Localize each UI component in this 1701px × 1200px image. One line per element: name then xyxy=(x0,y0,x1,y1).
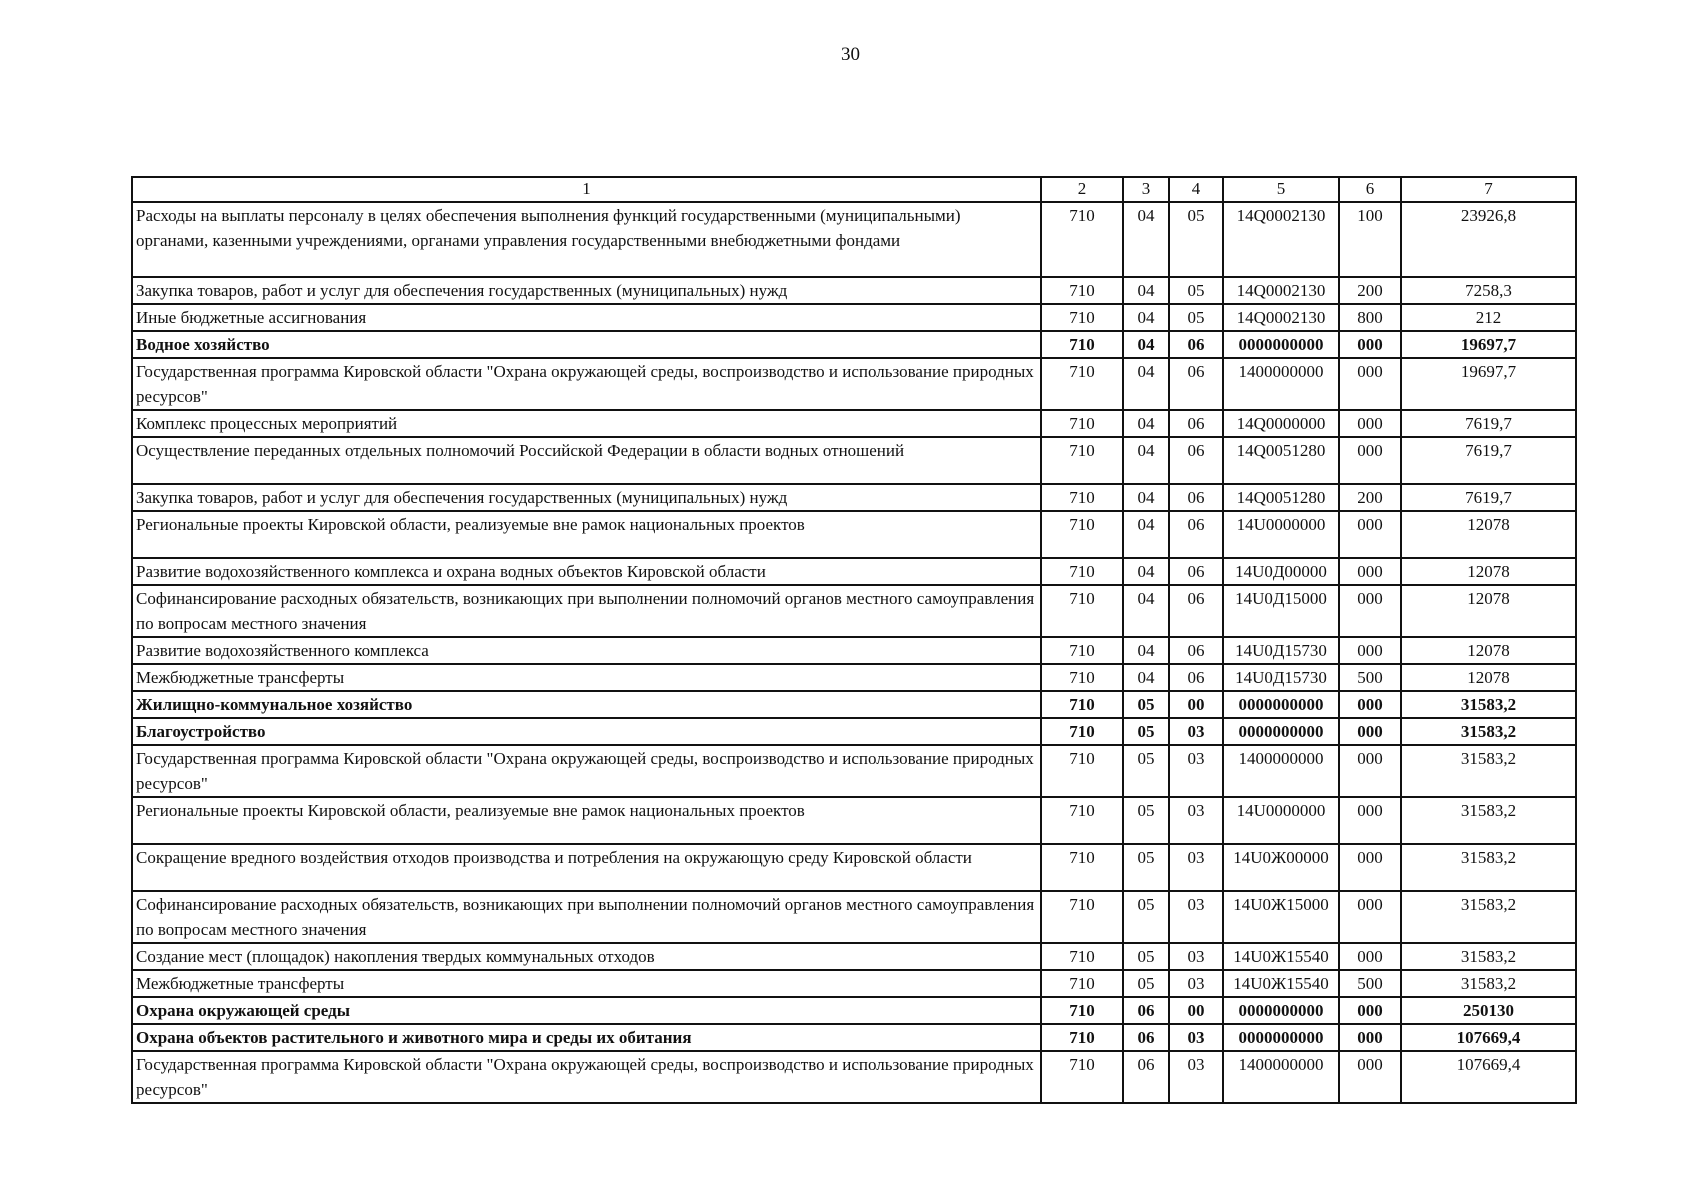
row-name: Жилищно-коммунальное хозяйство xyxy=(132,691,1041,718)
row-cell-5: 14Q0051280 xyxy=(1223,437,1339,484)
row-cell-7: 7619,7 xyxy=(1401,410,1576,437)
table-row xyxy=(132,358,1576,410)
row-cell-3: 04 xyxy=(1123,664,1169,691)
row-cell-5: 14U0Ж15540 xyxy=(1223,943,1339,970)
row-cell-7: 12078 xyxy=(1401,585,1576,637)
row-cell-2: 710 xyxy=(1041,484,1123,511)
row-cell-6: 000 xyxy=(1339,691,1401,718)
row-cell-3: 04 xyxy=(1123,331,1169,358)
table-row xyxy=(132,277,1576,304)
row-cell-3: 05 xyxy=(1123,691,1169,718)
table-row xyxy=(132,558,1576,585)
row-name: Создание мест (площадок) накопления твердых коммунальных отходов xyxy=(132,943,1041,970)
row-name: Охрана окружающей среды xyxy=(132,997,1041,1024)
row-cell-5: 14Q0002130 xyxy=(1223,304,1339,331)
row-cell-6: 000 xyxy=(1339,745,1401,797)
row-name: Благоустройство xyxy=(132,718,1041,745)
row-cell-3: 05 xyxy=(1123,970,1169,997)
row-name: Государственная программа Кировской области "Охрана окружающей среды, воспроизводство и использование природных ресурсов" xyxy=(132,358,1041,410)
row-name: Закупка товаров, работ и услуг для обеспечения государственных (муниципальных) нужд xyxy=(132,484,1041,511)
row-cell-3: 05 xyxy=(1123,718,1169,745)
row-cell-6: 000 xyxy=(1339,511,1401,558)
table-row xyxy=(132,891,1576,943)
row-cell-6: 200 xyxy=(1339,484,1401,511)
row-cell-3: 04 xyxy=(1123,511,1169,558)
row-cell-5: 14U0Д15000 xyxy=(1223,585,1339,637)
table-row xyxy=(132,691,1576,718)
row-cell-4: 06 xyxy=(1169,331,1223,358)
row-cell-4: 06 xyxy=(1169,437,1223,484)
budget-table xyxy=(131,176,1577,1104)
row-cell-7: 12078 xyxy=(1401,511,1576,558)
row-cell-5: 14Q0002130 xyxy=(1223,277,1339,304)
row-name: Государственная программа Кировской области "Охрана окружающей среды, воспроизводство и использование природных ресурсов" xyxy=(132,1051,1041,1103)
row-cell-3: 04 xyxy=(1123,304,1169,331)
row-cell-4: 05 xyxy=(1169,304,1223,331)
row-name: Межбюджетные трансферты xyxy=(132,970,1041,997)
row-cell-7: 31583,2 xyxy=(1401,691,1576,718)
table-row xyxy=(132,637,1576,664)
row-cell-4: 06 xyxy=(1169,511,1223,558)
row-cell-4: 03 xyxy=(1169,1024,1223,1051)
row-cell-6: 500 xyxy=(1339,970,1401,997)
row-cell-5: 14U0Ж00000 xyxy=(1223,844,1339,891)
row-name: Комплекс процессных мероприятий xyxy=(132,410,1041,437)
row-cell-2: 710 xyxy=(1041,331,1123,358)
column-header: 3 xyxy=(1123,177,1169,202)
row-cell-3: 04 xyxy=(1123,358,1169,410)
row-cell-3: 05 xyxy=(1123,745,1169,797)
row-cell-6: 000 xyxy=(1339,558,1401,585)
row-name: Расходы на выплаты персоналу в целях обеспечения выполнения функций государственными (муниципальными) органами, казенными учреждениями, органами управления государственными внебюджетными фондами xyxy=(132,202,1041,277)
row-name: Сокращение вредного воздействия отходов производства и потребления на окружающую среду Кировской области xyxy=(132,844,1041,891)
row-cell-6: 000 xyxy=(1339,891,1401,943)
row-cell-2: 710 xyxy=(1041,970,1123,997)
table-row xyxy=(132,437,1576,484)
row-cell-3: 06 xyxy=(1123,1024,1169,1051)
row-cell-2: 710 xyxy=(1041,1051,1123,1103)
row-cell-2: 710 xyxy=(1041,1024,1123,1051)
row-cell-2: 710 xyxy=(1041,745,1123,797)
row-cell-4: 06 xyxy=(1169,664,1223,691)
row-cell-3: 04 xyxy=(1123,437,1169,484)
table-row xyxy=(132,511,1576,558)
column-header: 4 xyxy=(1169,177,1223,202)
row-cell-2: 710 xyxy=(1041,558,1123,585)
table-row xyxy=(132,943,1576,970)
table-row xyxy=(132,664,1576,691)
row-cell-6: 000 xyxy=(1339,410,1401,437)
row-cell-2: 710 xyxy=(1041,997,1123,1024)
row-cell-7: 7258,3 xyxy=(1401,277,1576,304)
row-cell-2: 710 xyxy=(1041,718,1123,745)
table-header-row xyxy=(132,177,1576,202)
row-cell-6: 000 xyxy=(1339,637,1401,664)
row-cell-3: 04 xyxy=(1123,410,1169,437)
row-cell-4: 03 xyxy=(1169,970,1223,997)
row-cell-3: 04 xyxy=(1123,585,1169,637)
row-cell-4: 06 xyxy=(1169,410,1223,437)
row-cell-7: 31583,2 xyxy=(1401,718,1576,745)
row-cell-7: 107669,4 xyxy=(1401,1051,1576,1103)
column-header: 1 xyxy=(132,177,1041,202)
column-header: 2 xyxy=(1041,177,1123,202)
row-cell-7: 212 xyxy=(1401,304,1576,331)
row-cell-2: 710 xyxy=(1041,664,1123,691)
row-cell-7: 31583,2 xyxy=(1401,943,1576,970)
table-row xyxy=(132,844,1576,891)
column-header: 7 xyxy=(1401,177,1576,202)
table-row xyxy=(132,718,1576,745)
row-cell-4: 03 xyxy=(1169,891,1223,943)
row-cell-7: 31583,2 xyxy=(1401,797,1576,844)
row-cell-2: 710 xyxy=(1041,437,1123,484)
row-name: Региональные проекты Кировской области, реализуемые вне рамок национальных проектов xyxy=(132,797,1041,844)
row-name: Софинансирование расходных обязательств, возникающих при выполнении полномочий органов местного самоуправления по вопросам местного значения xyxy=(132,585,1041,637)
row-name: Охрана объектов растительного и животного мира и среды их обитания xyxy=(132,1024,1041,1051)
row-cell-2: 710 xyxy=(1041,410,1123,437)
row-cell-7: 250130 xyxy=(1401,997,1576,1024)
row-cell-3: 04 xyxy=(1123,637,1169,664)
row-cell-4: 06 xyxy=(1169,558,1223,585)
row-cell-2: 710 xyxy=(1041,637,1123,664)
row-cell-4: 06 xyxy=(1169,637,1223,664)
row-cell-5: 14U0Д00000 xyxy=(1223,558,1339,585)
row-cell-2: 710 xyxy=(1041,691,1123,718)
table-row xyxy=(132,484,1576,511)
row-cell-7: 12078 xyxy=(1401,558,1576,585)
row-cell-3: 06 xyxy=(1123,1051,1169,1103)
row-cell-2: 710 xyxy=(1041,797,1123,844)
row-cell-7: 31583,2 xyxy=(1401,891,1576,943)
table-row xyxy=(132,331,1576,358)
row-cell-5: 14Q0051280 xyxy=(1223,484,1339,511)
row-cell-3: 05 xyxy=(1123,844,1169,891)
row-cell-6: 100 xyxy=(1339,202,1401,277)
row-cell-5: 0000000000 xyxy=(1223,1024,1339,1051)
table-row xyxy=(132,997,1576,1024)
row-cell-5: 1400000000 xyxy=(1223,358,1339,410)
row-cell-7: 31583,2 xyxy=(1401,970,1576,997)
row-cell-6: 200 xyxy=(1339,277,1401,304)
table-row xyxy=(132,1024,1576,1051)
row-cell-2: 710 xyxy=(1041,943,1123,970)
row-cell-6: 000 xyxy=(1339,585,1401,637)
column-header: 5 xyxy=(1223,177,1339,202)
row-cell-7: 7619,7 xyxy=(1401,484,1576,511)
row-cell-7: 31583,2 xyxy=(1401,844,1576,891)
row-cell-5: 0000000000 xyxy=(1223,997,1339,1024)
row-cell-5: 14Q0000000 xyxy=(1223,410,1339,437)
row-cell-3: 04 xyxy=(1123,277,1169,304)
row-cell-3: 05 xyxy=(1123,797,1169,844)
row-cell-7: 12078 xyxy=(1401,664,1576,691)
row-cell-6: 000 xyxy=(1339,797,1401,844)
row-cell-5: 14U0Д15730 xyxy=(1223,664,1339,691)
row-cell-4: 00 xyxy=(1169,997,1223,1024)
row-name: Государственная программа Кировской области "Охрана окружающей среды, воспроизводство и использование природных ресурсов" xyxy=(132,745,1041,797)
row-cell-2: 710 xyxy=(1041,304,1123,331)
row-cell-6: 000 xyxy=(1339,718,1401,745)
row-cell-3: 04 xyxy=(1123,202,1169,277)
row-cell-5: 14U0Ж15540 xyxy=(1223,970,1339,997)
row-cell-4: 06 xyxy=(1169,585,1223,637)
row-name: Водное хозяйство xyxy=(132,331,1041,358)
row-cell-4: 00 xyxy=(1169,691,1223,718)
row-cell-2: 710 xyxy=(1041,844,1123,891)
row-cell-2: 710 xyxy=(1041,891,1123,943)
row-cell-7: 107669,4 xyxy=(1401,1024,1576,1051)
row-cell-6: 000 xyxy=(1339,331,1401,358)
table-row xyxy=(132,304,1576,331)
row-cell-4: 03 xyxy=(1169,745,1223,797)
row-cell-3: 05 xyxy=(1123,891,1169,943)
row-cell-7: 23926,8 xyxy=(1401,202,1576,277)
row-cell-7: 31583,2 xyxy=(1401,745,1576,797)
row-cell-6: 000 xyxy=(1339,844,1401,891)
row-cell-4: 05 xyxy=(1169,277,1223,304)
row-cell-2: 710 xyxy=(1041,585,1123,637)
row-cell-2: 710 xyxy=(1041,202,1123,277)
row-cell-4: 06 xyxy=(1169,358,1223,410)
row-cell-5: 14U0000000 xyxy=(1223,511,1339,558)
table-row xyxy=(132,1051,1576,1103)
row-cell-4: 03 xyxy=(1169,844,1223,891)
row-cell-4: 03 xyxy=(1169,1051,1223,1103)
row-name: Развитие водохозяйственного комплекса и охрана водных объектов Кировской области xyxy=(132,558,1041,585)
row-cell-6: 000 xyxy=(1339,437,1401,484)
row-cell-3: 04 xyxy=(1123,484,1169,511)
row-cell-4: 03 xyxy=(1169,718,1223,745)
row-cell-7: 7619,7 xyxy=(1401,437,1576,484)
table-row xyxy=(132,797,1576,844)
row-cell-6: 800 xyxy=(1339,304,1401,331)
row-cell-5: 1400000000 xyxy=(1223,745,1339,797)
row-cell-6: 000 xyxy=(1339,358,1401,410)
row-cell-3: 05 xyxy=(1123,943,1169,970)
row-cell-5: 0000000000 xyxy=(1223,331,1339,358)
row-cell-4: 05 xyxy=(1169,202,1223,277)
table-row xyxy=(132,585,1576,637)
row-name: Иные бюджетные ассигнования xyxy=(132,304,1041,331)
row-cell-5: 0000000000 xyxy=(1223,718,1339,745)
row-cell-5: 14U0Д15730 xyxy=(1223,637,1339,664)
row-name: Софинансирование расходных обязательств, возникающих при выполнении полномочий органов местного самоуправления по вопросам местного значения xyxy=(132,891,1041,943)
table-row xyxy=(132,745,1576,797)
row-cell-3: 06 xyxy=(1123,997,1169,1024)
page-number: 30 xyxy=(841,44,860,65)
row-name: Закупка товаров, работ и услуг для обеспечения государственных (муниципальных) нужд xyxy=(132,277,1041,304)
row-cell-4: 03 xyxy=(1169,943,1223,970)
row-cell-7: 12078 xyxy=(1401,637,1576,664)
table-row xyxy=(132,410,1576,437)
row-cell-2: 710 xyxy=(1041,358,1123,410)
row-cell-6: 000 xyxy=(1339,943,1401,970)
row-cell-5: 14U0Ж15000 xyxy=(1223,891,1339,943)
row-cell-4: 06 xyxy=(1169,484,1223,511)
row-cell-4: 03 xyxy=(1169,797,1223,844)
column-header: 6 xyxy=(1339,177,1401,202)
row-cell-5: 14Q0002130 xyxy=(1223,202,1339,277)
row-name: Развитие водохозяйственного комплекса xyxy=(132,637,1041,664)
row-cell-5: 1400000000 xyxy=(1223,1051,1339,1103)
row-cell-6: 000 xyxy=(1339,1024,1401,1051)
row-cell-2: 710 xyxy=(1041,277,1123,304)
row-cell-5: 0000000000 xyxy=(1223,691,1339,718)
row-cell-7: 19697,7 xyxy=(1401,358,1576,410)
row-cell-6: 000 xyxy=(1339,1051,1401,1103)
row-name: Осуществление переданных отдельных полномочий Российской Федерации в области водных отношений xyxy=(132,437,1041,484)
row-cell-6: 000 xyxy=(1339,997,1401,1024)
row-cell-3: 04 xyxy=(1123,558,1169,585)
table-row xyxy=(132,970,1576,997)
row-name: Региональные проекты Кировской области, реализуемые вне рамок национальных проектов xyxy=(132,511,1041,558)
row-cell-6: 500 xyxy=(1339,664,1401,691)
table-row xyxy=(132,202,1576,277)
row-name: Межбюджетные трансферты xyxy=(132,664,1041,691)
row-cell-7: 19697,7 xyxy=(1401,331,1576,358)
row-cell-5: 14U0000000 xyxy=(1223,797,1339,844)
row-cell-2: 710 xyxy=(1041,511,1123,558)
